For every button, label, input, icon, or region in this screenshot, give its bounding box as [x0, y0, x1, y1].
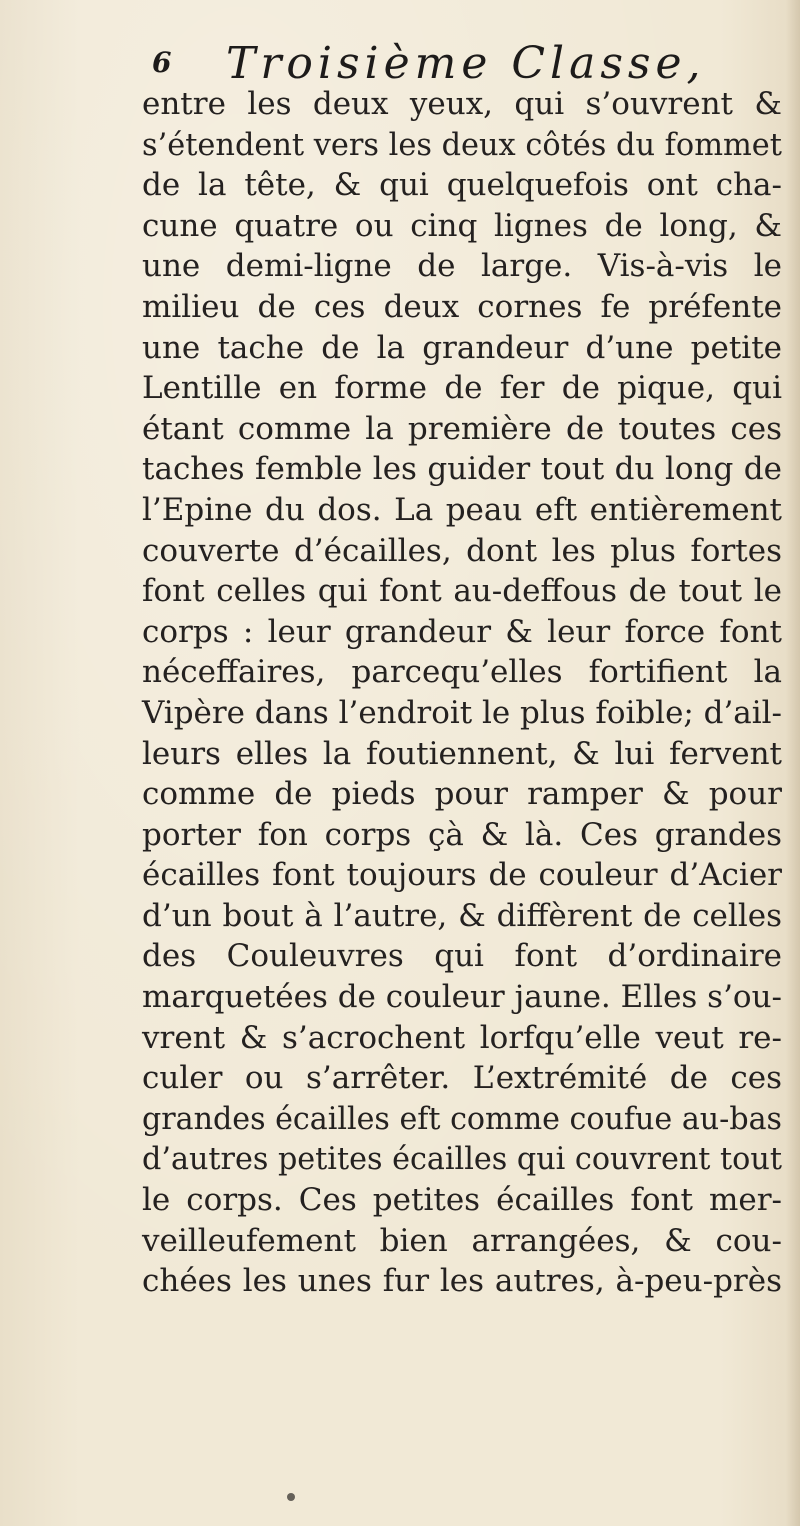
text-line: font celles qui font au-deffous de tout le [142, 573, 782, 610]
body-text [142, 84, 782, 1302]
text-line: une demi-ligne de large. Vis-à-vis le [142, 248, 782, 285]
text-line: grandes écailles eft comme coufue au-bas [142, 1100, 783, 1137]
text-line: entre les deux yeux, qui s’ouvrent & [142, 86, 782, 122]
text-line: d’un bout à l’autre, & diffèrent de celles [142, 897, 782, 934]
text-line: veilleufement bien arrangées, & cou- [142, 1222, 782, 1259]
ink-spot [287, 1493, 295, 1501]
text-line: marquetées de couleur jaune. Elles s’ou- [142, 979, 783, 1016]
text-line: culer ou s’arrêter. L’extrémité de ces [142, 1060, 782, 1097]
text-line: cune quatre ou cinq lignes de long, & [142, 207, 782, 244]
page-edge-shadow [786, 0, 800, 1526]
text-line: couverte d’écailles, dont les plus fortes [142, 532, 782, 569]
text-line: l’Epine du dos. La peau eft entièrement [142, 491, 782, 528]
text-line: le corps. Ces petites écailles font mer- [142, 1182, 782, 1219]
text-line: comme de pieds pour ramper & pour [142, 776, 782, 813]
page-number: 6 [152, 46, 173, 79]
text-line: d’autres petites écailles qui couvrent tout [142, 1141, 782, 1178]
text-line: Vipère dans l’endroit le plus foible; d’ail- [142, 694, 782, 731]
text-line: néceffaires, parcequ’elles fortifient la [142, 654, 782, 691]
text-line: porter fon corps çà & là. Ces grandes [142, 816, 782, 853]
running-title: Troisième Classe, [226, 38, 706, 89]
text-line: taches femble les guider tout du long de [142, 451, 782, 488]
text-line: Lentille en forme de fer de pique, qui [142, 370, 782, 407]
text-line: vrent & s’acrochent lorfqu’elle veut re- [142, 1019, 782, 1056]
text-line: étant comme la première de toutes ces [142, 410, 782, 447]
text-line: chées les unes fur les autres, à-peu-près [142, 1263, 782, 1300]
text-line: des Couleuvres qui font d’ordinaire [142, 938, 782, 975]
text-line: leurs elles la foutiennent, & lui fervent [142, 735, 782, 772]
text-line: milieu de ces deux cornes fe préfente [142, 288, 782, 325]
text-line: écailles font toujours de couleur d’Acier [142, 857, 782, 894]
text-line: de la tête, & qui quelquefois ont cha- [142, 167, 782, 204]
text-line: une tache de la grandeur d’une petite [142, 329, 782, 366]
text-line: corps : leur grandeur & leur force font [142, 613, 782, 650]
text-line: s’étendent vers les deux côtés du fommet [142, 126, 782, 163]
